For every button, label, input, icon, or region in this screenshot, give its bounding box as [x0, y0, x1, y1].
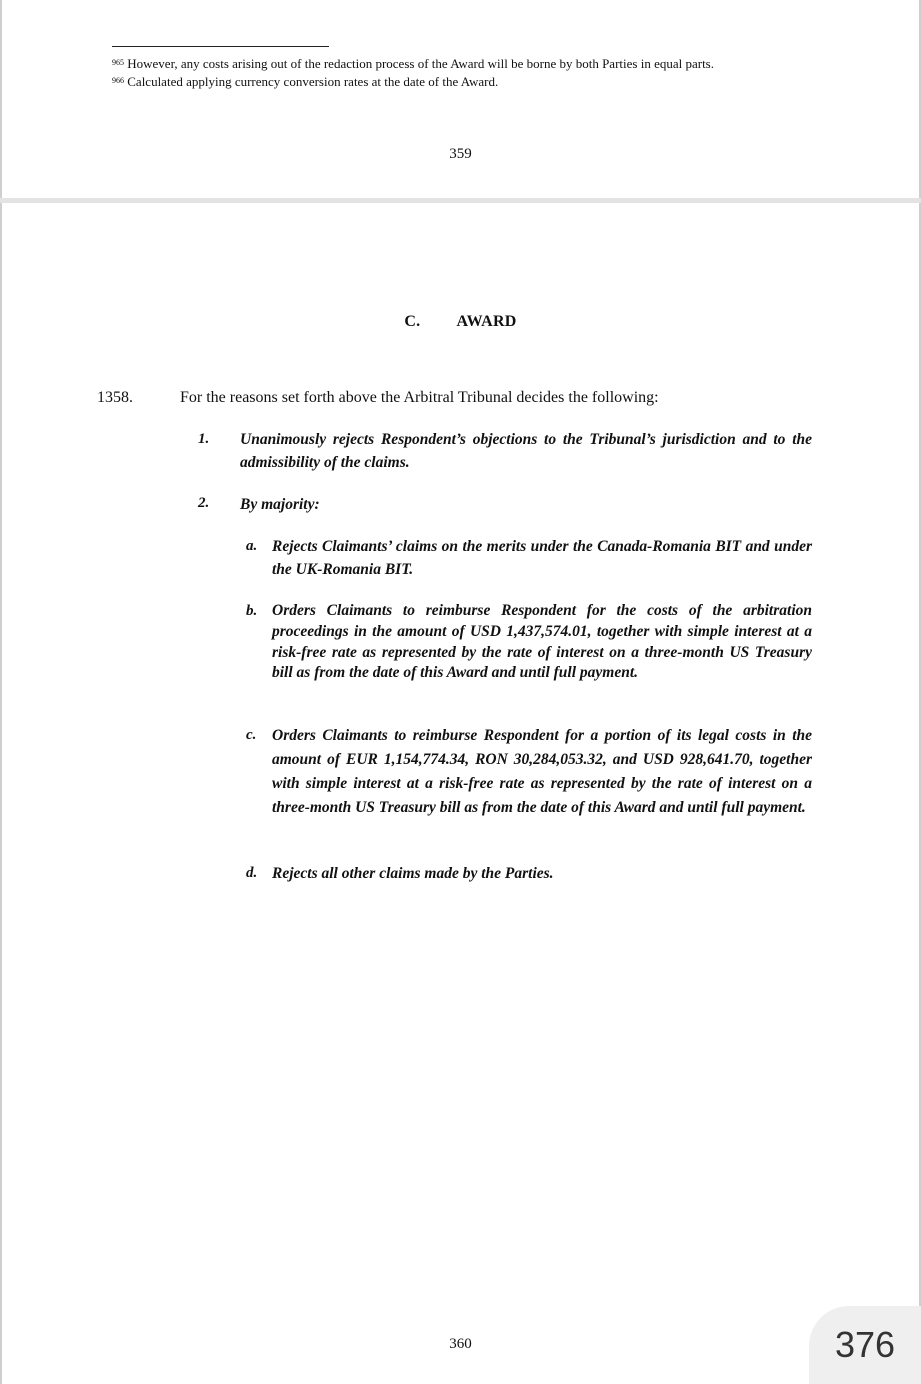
footnote-number: 965 [112, 58, 124, 67]
subitem-letter: c. [246, 727, 257, 743]
subitem-text: Orders Claimants to reimburse Respondent for a portion of its legal costs in the amount of EUR 1,154,774.34, RON 30,284,053.32, and USD 928,641.70, together with simple interest at a risk-free rate as represented by the rate of interest on a three-month US Treasury bill as from the date of this Award and until full payment. [272, 727, 812, 816]
section-heading [2, 313, 919, 331]
subitem-letter: a. [246, 538, 258, 554]
page-359 [0, 0, 921, 198]
item-number: 2. [198, 495, 210, 511]
page-indicator-badge: 376 [809, 1306, 921, 1384]
footnote-966 [112, 74, 498, 90]
subitem-text: Rejects Claimants’ claims on the merits under the Canada-Romania BIT and under the UK-Romania BIT. [272, 538, 812, 578]
subitem-letter: b. [246, 603, 258, 619]
item-text: Unanimously rejects Respondent’s objections to the Tribunal’s jurisdiction and to the admissibility of the claims. [240, 431, 812, 471]
paragraph-intro: For the reasons set forth above the Arbitral Tribunal decides the following: [180, 389, 659, 406]
page-number: 360 [449, 1336, 472, 1352]
footnote-separator [112, 46, 329, 47]
section-title: AWARD [456, 313, 517, 330]
paragraph-number: 1358. [97, 389, 133, 406]
footnote-965 [112, 56, 714, 72]
footnote-text: However, any costs arising out of the redaction process of the Award will be borne by both Parties in equal parts. [127, 56, 714, 71]
footnote-number: 966 [112, 76, 124, 85]
item-text: By majority: [240, 496, 320, 513]
subitem-text: Orders Claimants to reimburse Respondent for the costs of the arbitration proceedings in the amount of USD 1,437,574.01, together with simple interest at a risk-free rate as represented by the rate of interest on a three-month US Treasury bill as from the date of this Award and until full payment. [272, 602, 812, 682]
footnote-text: Calculated applying currency conversion rates at the date of the Award. [127, 74, 499, 89]
page-360 [0, 203, 921, 1384]
subitem-letter: d. [246, 865, 258, 881]
page-number: 359 [449, 146, 472, 162]
item-number: 1. [198, 431, 210, 447]
subitem-text: Rejects all other claims made by the Parties. [272, 865, 554, 882]
section-letter: C. [404, 313, 421, 330]
